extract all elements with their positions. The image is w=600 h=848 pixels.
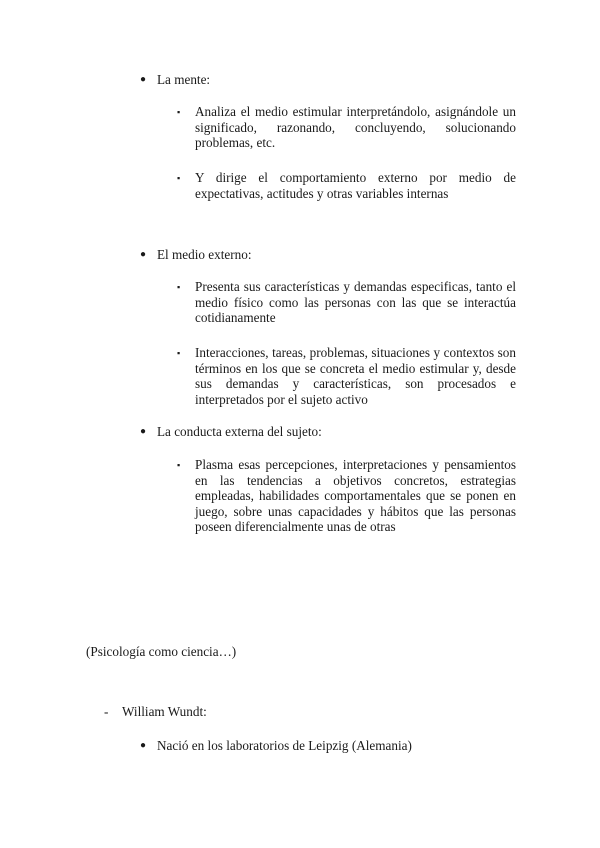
section-title: La mente: — [157, 72, 211, 87]
circle-bullet-icon: ● — [140, 426, 147, 437]
square-bullet-icon: ▪ — [177, 348, 181, 358]
list-item-text: Presenta sus características y demandas especificas, tanto el medio físico como las personas con las que se interactúa cotidianamente — [195, 279, 516, 325]
square-bullet-icon: ▪ — [177, 107, 181, 117]
person-heading — [104, 704, 207, 720]
list-item — [176, 345, 516, 407]
dash-bullet-icon: - — [104, 704, 109, 719]
person-fact — [140, 738, 412, 754]
circle-bullet-icon: ● — [140, 249, 147, 260]
list-item — [176, 279, 516, 326]
person-fact-text: Nació en los laboratorios de Leipzig (Alemania) — [157, 738, 412, 753]
list-item — [176, 104, 516, 151]
section-title: El medio externo: — [157, 247, 252, 262]
list-item — [176, 170, 516, 201]
list-item-text: Interacciones, tareas, problemas, situaciones y contextos son términos en los que se concreta el medio estimular y, desde sus demandas y características, son procesados e interpretados por el sujeto activo — [195, 345, 516, 407]
section-heading — [140, 424, 322, 440]
circle-bullet-icon: ● — [140, 74, 147, 85]
section-title: La conducta externa del sujeto: — [157, 424, 322, 439]
person-name: William Wundt: — [122, 704, 207, 719]
list-item-text: Analiza el medio estimular interpretándolo, asignándole un significado, razonando, concluyendo, solucionando problemas, etc. — [195, 104, 516, 150]
list-item-text: Y dirige el comportamiento externo por medio de expectativas, actitudes y otras variables internas — [195, 170, 516, 201]
circle-bullet-icon: ● — [140, 740, 147, 751]
list-item — [176, 457, 516, 535]
square-bullet-icon: ▪ — [177, 460, 181, 470]
list-item-text: Plasma esas percepciones, interpretaciones y pensamientos en las tendencias a objetivos concretos, estrategias empleadas, habilidades comportamentales que se ponen en juego, sobre unas capacidades y hábitos que las personas poseen diferencialmente unas de otras — [195, 457, 516, 534]
section-heading — [140, 247, 251, 263]
section-heading — [140, 72, 210, 88]
section-note: (Psicología como ciencia…) — [86, 644, 237, 659]
square-bullet-icon: ▪ — [177, 282, 181, 292]
square-bullet-icon: ▪ — [177, 173, 181, 183]
